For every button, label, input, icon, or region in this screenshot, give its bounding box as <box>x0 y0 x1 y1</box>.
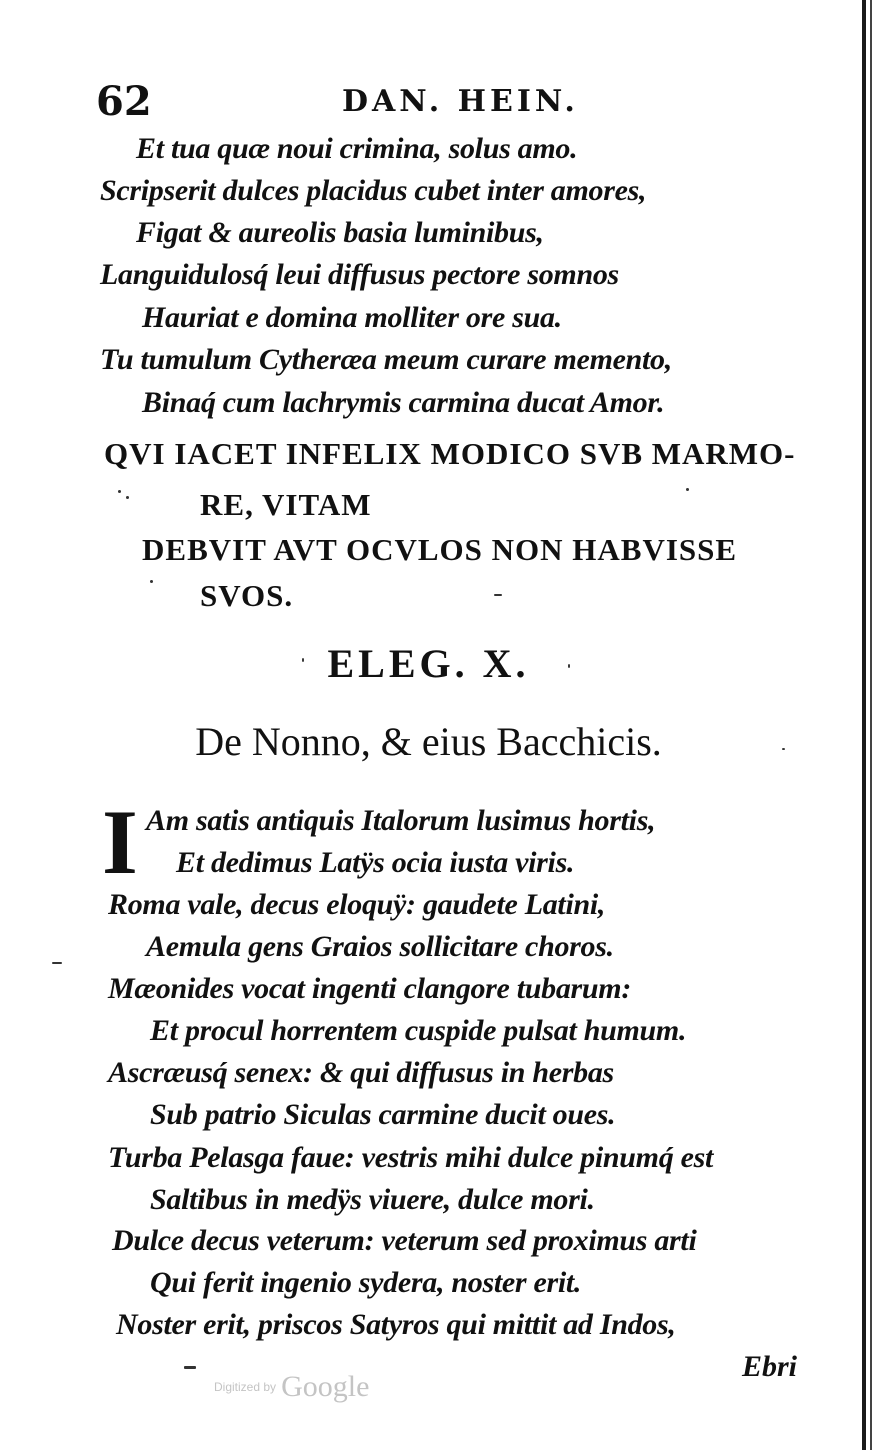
epitaph-line: DEBVIT AVT OCVLOS NON HABVISSE <box>142 532 738 567</box>
verse-line: Tu tumulum Cytheræa meum curare memento, <box>100 343 672 376</box>
verse-line: Noster erit, priscos Satyros qui mittit ad Indos, <box>116 1308 676 1341</box>
verse-line: Binaq́ cum lachrymis carmina ducat Amor. <box>142 386 665 419</box>
scan-speck <box>686 488 689 491</box>
verse-line: Et tua quæ noui crimina, solus amo. <box>136 132 578 165</box>
verse-line: Sub patrio Siculas carmine ducit oues. <box>150 1098 616 1131</box>
epitaph-line: RE, VITAM <box>200 487 372 522</box>
epitaph-line: SVOS. <box>200 578 294 613</box>
verse-line: Ascræusq́ senex: & qui diffusus in herbas <box>108 1056 614 1089</box>
running-head <box>96 78 836 126</box>
page-number: 62 <box>96 78 152 125</box>
scan-speck <box>184 1366 196 1369</box>
scan-speck <box>494 594 502 596</box>
scan-speck <box>302 658 304 662</box>
page-edge-shadow <box>862 0 866 1450</box>
scan-speck <box>126 496 129 499</box>
elegy-title: De Nonno, & eius Bacchicis. <box>195 719 662 764</box>
scan-speck <box>52 962 62 964</box>
watermark-prefix: Digitized by <box>214 1380 277 1394</box>
verse-line: Aemula gens Graios sollicitare choros. <box>146 930 614 963</box>
digitized-watermark <box>214 1370 369 1404</box>
verse-line: Scripserit dulces placidus cubet inter amores, <box>100 174 647 207</box>
verse-line: Hauriat e domina molliter ore sua. <box>142 301 562 334</box>
verse-line: Languidulosq́ leui diffusus pectore somnos <box>100 258 619 291</box>
verse-line: Dulce decus veterum: veterum sed proximus arti <box>112 1224 697 1257</box>
drop-capital: I <box>102 791 138 893</box>
scan-speck <box>150 580 153 583</box>
catchword: Ebri <box>742 1350 798 1383</box>
verse-line: Turba Pelasga faue: vestris mihi dulce pinumq́ est <box>108 1141 714 1174</box>
verse-line: Am satis antiquis Italorum lusimus hortis, <box>146 804 656 837</box>
verse-line: Saltibus in medÿs viuere, dulce mori. <box>150 1183 595 1216</box>
verse-line: Et procul horrentem cuspide pulsat humum. <box>150 1014 687 1047</box>
google-logo: Google <box>281 1370 370 1403</box>
verse-line: Qui ferit ingenio sydera, noster erit. <box>150 1266 582 1299</box>
page-edge-shadow-inner <box>870 0 872 1450</box>
verse-line: Et dedimus Latÿs ocia iusta viris. <box>176 846 575 879</box>
epitaph-line: QVI IACET INFELIX MODICO SVB MARMO- <box>104 436 796 471</box>
verse-line: Figat & aureolis basia luminibus, <box>136 216 544 249</box>
scan-speck <box>568 664 570 668</box>
running-title: DAN. HEIN. <box>342 84 579 119</box>
scan-speck <box>118 490 121 493</box>
elegy-number: ELEG. X. <box>327 641 530 686</box>
verse-line: Mæonides vocat ingenti clangore tubarum: <box>108 972 632 1005</box>
verse-line: Roma vale, decus eloquÿ: gaudete Latini, <box>108 888 606 921</box>
scan-speck <box>782 748 785 750</box>
